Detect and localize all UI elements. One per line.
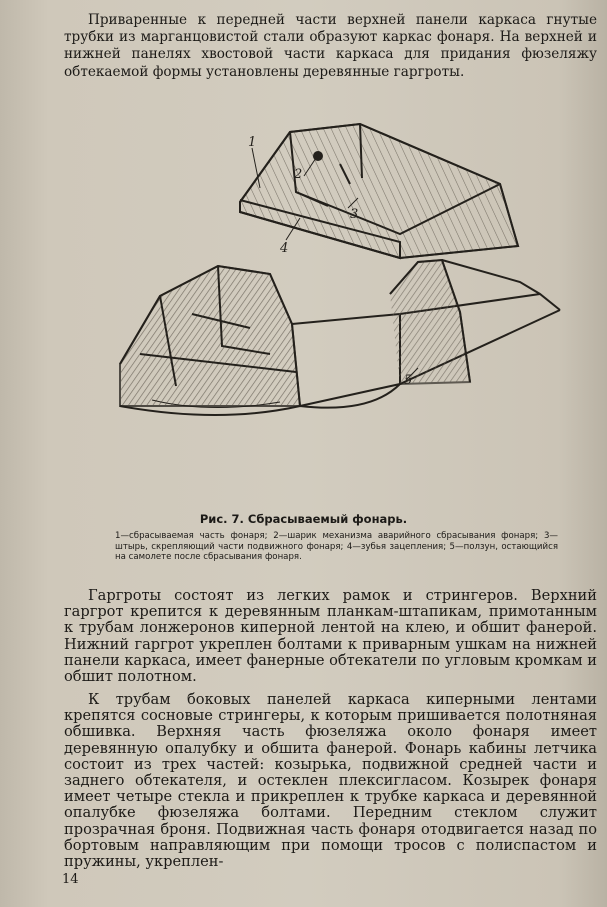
figure-title: Рис. 7. Сбрасываемый фонарь. — [199, 512, 408, 526]
figure-legend: 1—сбрасываемая часть фонаря; 2—шарик механизма аварийного сбрасывания фонаря; 3—штырь, скрепляющий части подвижного фонаря; 4—зубья зацепления; 5—ползун, остающийся на самолете после сбрасывания фонаря. — [115, 531, 558, 563]
callout-3: 3 — [350, 207, 359, 222]
callout-2: 2 — [294, 167, 303, 182]
callout-1: 1 — [248, 135, 257, 150]
paragraph-canopy: К трубам боковых панелей каркаса киперными лентами крепятся сосновые стрингеры, к которым пришивается полотняная обшивка. Верхняя часть фюзеляжа около фонаря имеет деревянную опалубку и обшита фанерой. Фонарь кабины летчика состоит из трех частей: козырька, подвижной средней части и заднего обтекателя, и остеклен плексигласом. Козырек фонаря имеет четыре стекла и прикреплен к трубке каркаса и деревянной опалубке фюзеляжа болтами. Передним стеклом служит прозрачная броня. Подвижная часть фонаря отодвигается назад по бортовым направляющим при помощи тросов с полиспастом и пружины, укреплен- — [64, 691, 597, 871]
fuselage-body — [120, 260, 560, 415]
canopy-illustration — [100, 114, 590, 449]
page-number: 14 — [62, 872, 79, 887]
callout-4: 4 — [280, 241, 289, 256]
paragraph-intro: Приваренные к передней части верхней панели каркаса гнутые трубки из марганцовистой стали образуют каркас фонаря. На верхней и нижней панелях хвостовой части каркаса для придания фюзеляжу обтекаемой формы установлены деревянные гаргроты. — [64, 12, 597, 80]
callout-5: 5 — [404, 373, 413, 388]
detached-canopy — [240, 124, 518, 258]
paragraph-gargroty: Гаргроты состоят из легких рамок и стрингеров. Верхний гаргрот крепится к деревянным планкам-штапикам, примотанным к трубам лонжеронов киперной лентой на клею, и обшит фанерой. Нижний гаргрот укреплен болтами к приварным ушкам на нижней панели каркаса, имеет фанерные обтекатели по угловым кромкам и обшит полотном. — [64, 587, 597, 686]
